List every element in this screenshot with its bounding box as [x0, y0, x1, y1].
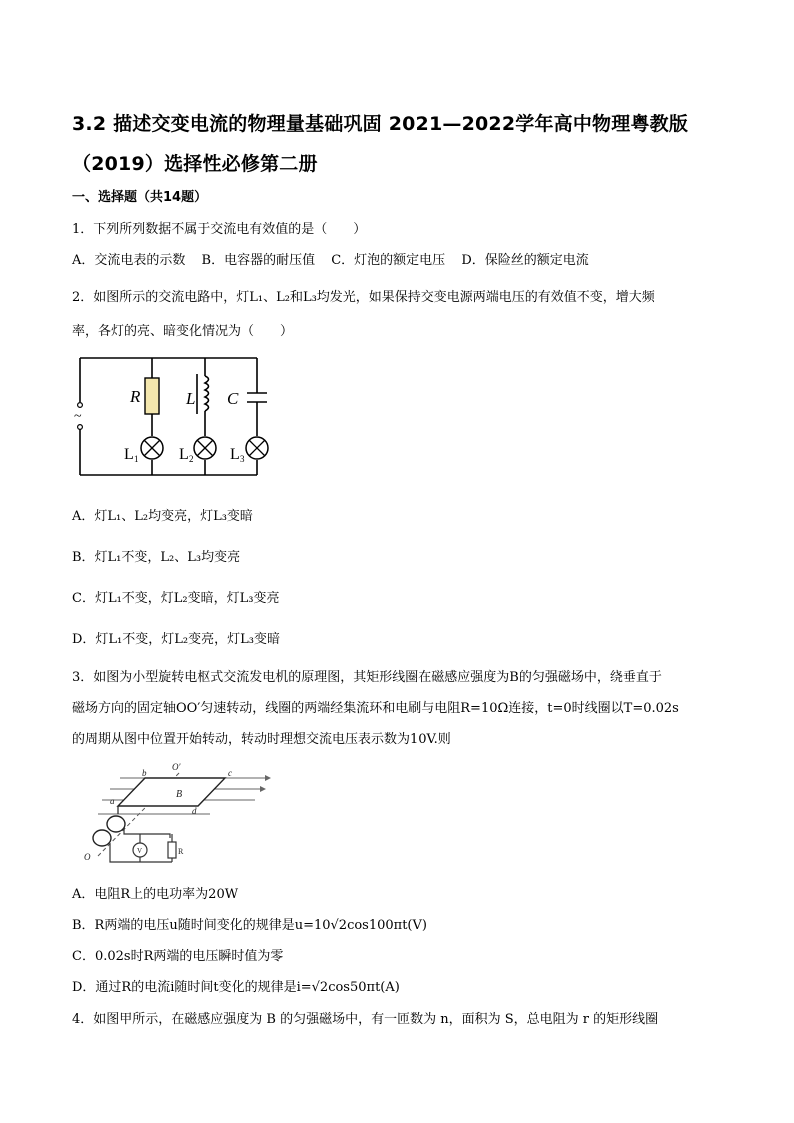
- label-l3: L: [230, 446, 240, 463]
- label-resistor: R: [178, 847, 184, 856]
- q2-circuit-diagram: [72, 350, 272, 482]
- q2-option-c: C．灯L₁不变，灯L₂变暗，灯L₃变亮: [72, 591, 280, 606]
- label-l3-sub: 3: [240, 454, 245, 464]
- label-c-corner: c: [228, 768, 232, 778]
- label-field-b: B: [176, 789, 183, 800]
- q3-stem-line-2: 磁场方向的固定轴OO′匀速转动，线圈的两端经集流环和电刷与电阻R=10Ω连接，t=0时线圈以T=0.02s: [72, 701, 679, 716]
- label-l2: L: [179, 446, 189, 463]
- q3-stem-line-3: 的周期从图中位置开始转动，转动时理想交流电压表示数为10V.则: [72, 732, 451, 747]
- label-l2-sub: 2: [189, 454, 194, 464]
- q1-option-c: C．灯泡的额定电压: [331, 253, 446, 268]
- document-title: [72, 104, 732, 184]
- q3-option-c: C．0.02s时R两端的电压瞬时值为零: [72, 949, 284, 964]
- label-capacitor: C: [227, 389, 239, 408]
- label-inductor: L: [186, 389, 196, 408]
- resistor-symbol: [145, 378, 159, 414]
- label-voltmeter: V: [137, 847, 143, 855]
- q4-stem-line-1: 4．如图甲所示，在磁感应强度为 B 的匀强磁场中，有一匝数为 n，面积为 S，总电阻为 r 的矩形线圈: [72, 1012, 659, 1027]
- q2-option-a: A．灯L₁、L₂均变亮，灯L₃变暗: [72, 509, 253, 524]
- q3-option-a: A．电阻R上的电功率为20W: [72, 887, 239, 902]
- q3-option-b: B．R两端的电压u随时间变化的规律是u=10√2cos100πt(V): [72, 918, 427, 933]
- q3-stem-line-1: 3．如图为小型旋转电枢式交流发电机的原理图，其矩形线圈在磁感应强度为B的匀强磁场中，绕垂直于: [72, 670, 662, 685]
- label-l1: L: [124, 446, 134, 463]
- q2-stem-line-1: 2．如图所示的交流电路中，灯L₁、L₂和L₃均发光，如果保持交变电源两端电压的有效值不变，增大频: [72, 290, 655, 305]
- label-d-corner: d: [192, 806, 197, 816]
- label-l1-sub: 1: [134, 454, 139, 464]
- q2-stem-line-2: 率，各灯的亮、暗变化情况为（ ）: [72, 324, 294, 339]
- q1-options: [72, 249, 601, 268]
- q2-option-d: D．灯L₁不变，灯L₂变亮，灯L₃变暗: [72, 632, 280, 647]
- label-o: O: [84, 852, 91, 862]
- title-line-2: （2019）选择性必修第二册: [72, 153, 318, 175]
- section-heading: 一、选择题（共14题）: [72, 190, 208, 205]
- ac-source-symbol: ~: [74, 409, 82, 424]
- title-line-1: 3.2 描述交变电流的物理量基础巩固 2021—2022学年高中物理粤教版: [72, 113, 689, 135]
- slip-ring-2: [93, 830, 111, 846]
- q1-stem: 1．下列所列数据不属于交流电有效值的是（ ）: [72, 222, 367, 237]
- resistor-r-symbol: [168, 842, 176, 858]
- q1-option-d: D．保险丝的额定电流: [461, 253, 589, 268]
- coil-shape: [118, 778, 225, 806]
- label-r: R: [130, 387, 141, 406]
- label-o-prime: O′: [172, 762, 181, 772]
- q1-option-a: A．交流电表的示数: [72, 253, 186, 268]
- slip-ring-1: [107, 816, 125, 832]
- q3-option-d: D．通过R的电流i随时间t变化的规律是i=√2cos50πt(A): [72, 980, 400, 995]
- label-a-corner: a: [110, 796, 115, 806]
- label-b-corner: b: [142, 768, 147, 778]
- q2-option-b: B．灯L₁不变，L₂、L₃均变亮: [72, 550, 241, 565]
- q1-option-b: B．电容器的耐压值: [201, 253, 316, 268]
- q3-generator-diagram: [80, 756, 280, 876]
